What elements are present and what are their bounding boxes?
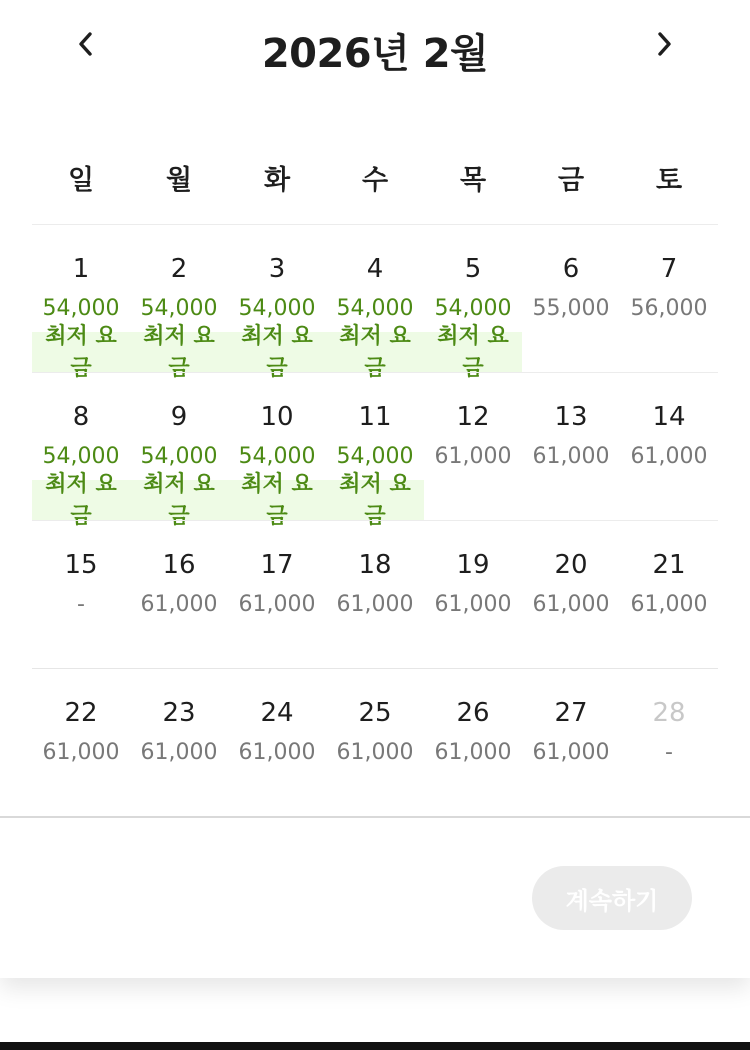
day-number: 7 (660, 254, 678, 284)
day-number: 4 (366, 254, 384, 284)
weekday-tuesday: 화 (263, 165, 291, 196)
calendar-day[interactable] (326, 373, 424, 529)
day-price: 54,000 (336, 296, 414, 321)
day-number: 23 (162, 698, 196, 728)
weekday-wednesday: 수 (361, 165, 389, 196)
day-price: 61,000 (630, 592, 708, 617)
calendar-day[interactable] (228, 373, 326, 529)
calendar-week-days (32, 669, 718, 817)
calendar-day[interactable] (620, 225, 718, 373)
day-price: 61,000 (532, 592, 610, 617)
day-number: 2 (170, 254, 188, 284)
day-price: 61,000 (238, 592, 316, 617)
day-number: 16 (162, 550, 196, 580)
day-number: 13 (554, 402, 588, 432)
weekday-monday: 월 (165, 165, 193, 196)
day-number: 14 (652, 402, 686, 432)
day-price: 61,000 (434, 444, 512, 469)
day-price: 61,000 (238, 740, 316, 765)
day-price: 54,000 (336, 444, 414, 469)
day-price: 54,000 (42, 296, 120, 321)
footer-divider (0, 816, 750, 818)
day-number: 15 (64, 550, 98, 580)
calendar-day[interactable] (620, 521, 718, 669)
day-price: - (665, 740, 673, 765)
calendar-day[interactable] (32, 373, 130, 529)
calendar-day[interactable] (620, 373, 718, 521)
calendar-day[interactable] (326, 225, 424, 381)
calendar-day[interactable] (424, 225, 522, 381)
calendar-day[interactable] (32, 669, 130, 817)
calendar-day[interactable] (228, 669, 326, 817)
lowest-price-label: 최저 요금 (45, 324, 117, 381)
day-price: 61,000 (42, 740, 120, 765)
chevron-left-icon (75, 30, 97, 58)
calendar-week (32, 224, 718, 381)
calendar-day (620, 669, 718, 817)
day-number: 19 (456, 550, 490, 580)
day-number: 10 (260, 402, 294, 432)
day-price: 61,000 (434, 592, 512, 617)
lowest-price-label: 최저 요금 (437, 324, 509, 381)
day-price: 56,000 (630, 296, 708, 321)
lowest-price-label: 최저 요금 (143, 324, 215, 381)
day-number: 18 (358, 550, 392, 580)
day-number: 26 (456, 698, 490, 728)
calendar-day[interactable] (522, 225, 620, 373)
calendar-day[interactable] (32, 521, 130, 669)
day-price: 61,000 (336, 592, 414, 617)
day-number: 27 (554, 698, 588, 728)
day-price: 54,000 (42, 444, 120, 469)
day-price: 61,000 (630, 444, 708, 469)
day-number: 1 (72, 254, 90, 284)
day-number: 25 (358, 698, 392, 728)
day-price: 54,000 (140, 296, 218, 321)
day-number: 8 (72, 402, 90, 432)
day-number: 12 (456, 402, 490, 432)
calendar-header (0, 0, 750, 100)
calendar-day[interactable] (130, 225, 228, 381)
calendar-week (32, 668, 718, 816)
weekday-friday: 금 (557, 165, 585, 196)
calendar-day[interactable] (522, 669, 620, 817)
day-number: 6 (562, 254, 580, 284)
calendar-week (32, 372, 718, 529)
weekday-saturday: 토 (655, 165, 683, 196)
day-price: 61,000 (434, 740, 512, 765)
weekday-header-row (32, 158, 718, 208)
calendar-grid (32, 224, 718, 816)
calendar-day[interactable] (228, 521, 326, 669)
calendar-week-days (32, 373, 718, 529)
day-price: 61,000 (532, 740, 610, 765)
calendar-day[interactable] (326, 669, 424, 817)
day-price: 61,000 (140, 592, 218, 617)
calendar-day[interactable] (424, 373, 522, 521)
calendar-day[interactable] (522, 373, 620, 521)
chevron-right-icon (653, 30, 675, 58)
calendar-week-days (32, 521, 718, 669)
lowest-price-label: 최저 요금 (241, 324, 313, 381)
lowest-price-label: 최저 요금 (241, 472, 313, 529)
calendar-week-days (32, 225, 718, 381)
day-number: 22 (64, 698, 98, 728)
weekday-sunday: 일 (67, 165, 95, 196)
calendar-day[interactable] (522, 521, 620, 669)
month-title: 2026년 2월 (261, 31, 489, 77)
day-number: 20 (554, 550, 588, 580)
day-number: 9 (170, 402, 188, 432)
weekday-thursday: 목 (459, 165, 487, 196)
day-number: 28 (652, 698, 686, 728)
day-price: - (77, 592, 85, 617)
calendar-day[interactable] (130, 373, 228, 529)
lowest-price-label: 최저 요금 (339, 324, 411, 381)
day-price: 54,000 (238, 444, 316, 469)
calendar-day[interactable] (32, 225, 130, 381)
calendar-week (32, 520, 718, 668)
day-number: 21 (652, 550, 686, 580)
day-price: 61,000 (140, 740, 218, 765)
calendar-day[interactable] (424, 521, 522, 669)
calendar-day[interactable] (228, 225, 326, 381)
day-price: 55,000 (532, 296, 610, 321)
continue-button[interactable]: 계속하기 (532, 866, 692, 930)
day-number: 24 (260, 698, 294, 728)
day-price: 61,000 (532, 444, 610, 469)
calendar-day[interactable] (130, 669, 228, 817)
day-price: 61,000 (336, 740, 414, 765)
day-price: 54,000 (238, 296, 316, 321)
bottom-bar (0, 1042, 750, 1050)
day-number: 5 (464, 254, 482, 284)
lowest-price-label: 최저 요금 (339, 472, 411, 529)
calendar-day[interactable] (326, 521, 424, 669)
calendar-day[interactable] (130, 521, 228, 669)
day-number: 17 (260, 550, 294, 580)
day-price: 54,000 (434, 296, 512, 321)
day-number: 11 (358, 402, 392, 432)
lowest-price-label: 최저 요금 (143, 472, 215, 529)
prev-month-button[interactable] (64, 22, 108, 66)
lowest-price-label: 최저 요금 (45, 472, 117, 529)
calendar-day[interactable] (424, 669, 522, 817)
day-number: 3 (268, 254, 286, 284)
next-month-button[interactable] (642, 22, 686, 66)
day-price: 54,000 (140, 444, 218, 469)
